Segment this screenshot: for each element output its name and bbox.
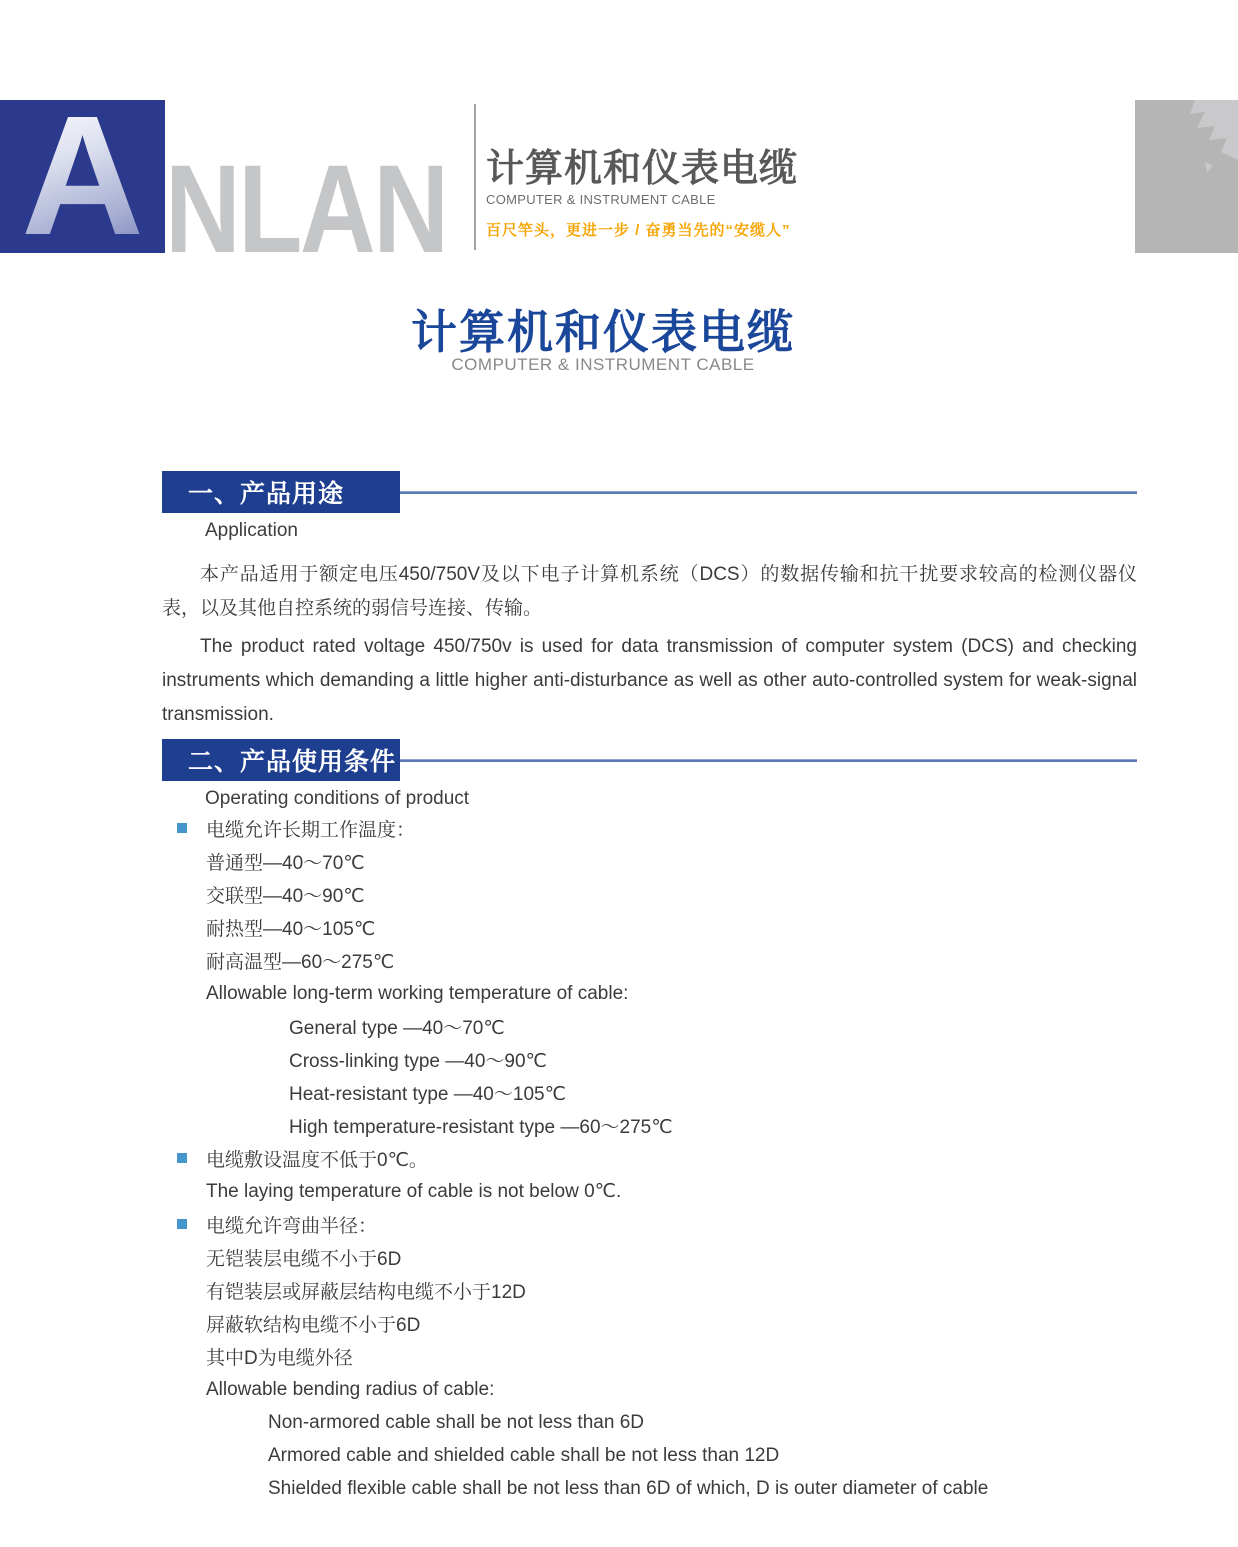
bullet-label: 电缆允许长期工作温度： bbox=[206, 820, 416, 841]
section-heading-row bbox=[162, 471, 1137, 513]
list-line: 普通型—40～70℃ bbox=[206, 853, 365, 874]
bullet-square-icon bbox=[177, 823, 187, 833]
list-line: 交联型—40～90℃ bbox=[206, 886, 365, 907]
section-heading-row bbox=[162, 739, 1137, 781]
list-line: General type —40～70℃ bbox=[289, 1018, 505, 1039]
list-line: High temperature-resistant type —60～275℃ bbox=[289, 1117, 673, 1138]
list-line: Armored cable and shielded cable shall be not less than 12D bbox=[268, 1444, 780, 1466]
list-line: 屏蔽软结构电缆不小于6D bbox=[206, 1315, 421, 1336]
leaf-icon bbox=[1135, 100, 1238, 253]
header-text-block bbox=[486, 150, 798, 240]
bullet-item bbox=[162, 812, 1137, 845]
section-heading-box: 一、产品用途 bbox=[162, 471, 400, 513]
bullet-label: 电缆允许弯曲半径： bbox=[206, 1216, 378, 1237]
section-conditions bbox=[162, 739, 1137, 1505]
bullet-square-icon bbox=[177, 1219, 187, 1229]
section-rule bbox=[400, 491, 1137, 494]
header-product-title-en: COMPUTER & INSTRUMENT CABLE bbox=[486, 191, 716, 207]
paragraph-en: The product rated voltage 450/750v is used for data transmission of computer system (DCS) and checking instruments which demanding a little higher anti-disturbance as well as other auto-controlled system for weak-signal transmission. bbox=[162, 636, 1137, 725]
bullet-item bbox=[162, 1208, 1137, 1241]
bullet-square-icon bbox=[177, 1153, 187, 1163]
header-photo bbox=[1135, 100, 1238, 253]
section-subheading: Application bbox=[205, 520, 298, 541]
header-divider bbox=[474, 104, 476, 250]
page-subtitle: COMPUTER & INSTRUMENT CABLE bbox=[451, 355, 755, 374]
list-line: Allowable long-term working temperature of cable: bbox=[206, 982, 629, 1004]
logo-a-letter: A bbox=[21, 100, 144, 253]
list-line: 耐高温型—60～275℃ bbox=[206, 952, 395, 973]
section-heading-box: 二、产品使用条件 bbox=[162, 739, 400, 781]
list-line: 其中D为电缆外径 bbox=[206, 1348, 353, 1369]
list-line: The laying temperature of cable is not below 0℃. bbox=[206, 1181, 622, 1202]
bullet-label: 电缆敷设温度不低于0℃。 bbox=[206, 1150, 428, 1171]
conditions-list bbox=[162, 812, 1137, 1505]
list-line: Allowable bending radius of cable: bbox=[206, 1378, 495, 1400]
list-line: Shielded flexible cable shall be not less than 6D of which, D is outer diameter of cable bbox=[268, 1477, 989, 1499]
list-line: Cross-linking type —40～90℃ bbox=[289, 1051, 547, 1072]
list-line: Heat-resistant type —40～105℃ bbox=[289, 1084, 566, 1105]
anlan-logo bbox=[0, 100, 500, 279]
header-slogan: 百尺竿头，更进一步 / 奋勇当先的“安缆人” bbox=[486, 221, 791, 239]
list-line: 无铠装层电缆不小于6D bbox=[206, 1249, 402, 1270]
list-line: 有铠装层或屏蔽层结构电缆不小于12D bbox=[206, 1282, 526, 1303]
paragraph-cn: 本产品适用于额定电压450/750V及以下电子计算机系统（DCS）的数据传输和抗干扰要求较高的检测仪器仪表，以及其他自控系统的弱信号连接、传输。 bbox=[162, 564, 1137, 619]
list-line: Non-armored cable shall be not less than 6D bbox=[268, 1411, 644, 1433]
page-title: 计算机和仪表电缆 bbox=[411, 306, 795, 358]
section-application bbox=[162, 471, 1137, 732]
section-rule bbox=[400, 759, 1137, 762]
list-line: 耐热型—40～105℃ bbox=[206, 919, 376, 940]
bullet-item bbox=[162, 1142, 1137, 1175]
logo-a-tile bbox=[0, 100, 165, 253]
section-subheading: Operating conditions of product bbox=[205, 788, 470, 809]
header-product-title-cn: 计算机和仪表电缆 bbox=[486, 148, 799, 190]
logo-wordmark: NLAN bbox=[165, 140, 447, 279]
